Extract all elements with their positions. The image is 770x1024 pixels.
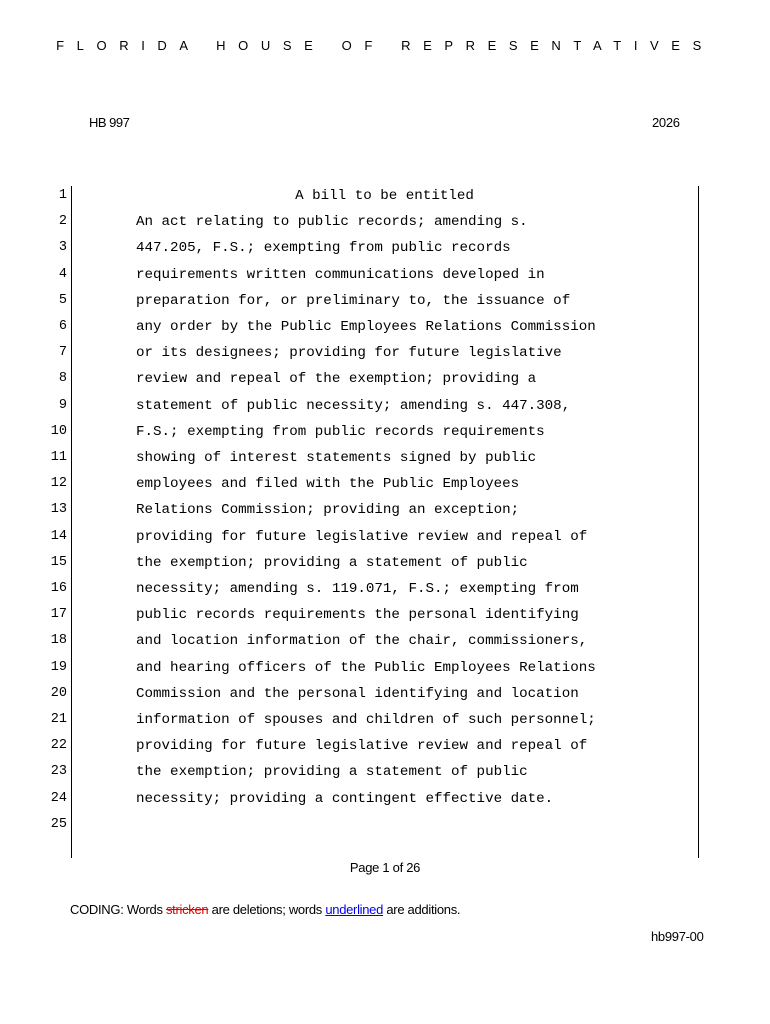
line-number: 19 xyxy=(50,659,67,675)
line-text: showing of interest statements signed by public xyxy=(136,450,537,466)
line-number: 6 xyxy=(58,319,67,334)
line-number: 2 xyxy=(58,214,67,230)
line-text: F.S.; exempting from public records requirements xyxy=(136,423,545,440)
coding-legend xyxy=(70,902,460,917)
line-number: 4 xyxy=(58,266,67,282)
line-number: 13 xyxy=(50,502,67,518)
bill-line xyxy=(0,474,770,500)
line-text: preparation for, or preliminary to, the issuance of xyxy=(136,292,571,309)
line-number: 18 xyxy=(50,633,67,649)
line-text: the exemption; providing a statement of public xyxy=(136,764,528,781)
bill-number: HB 997 xyxy=(89,115,130,130)
bill-line xyxy=(0,527,770,553)
line-number: 7 xyxy=(58,345,67,361)
line-text: requirements written communications developed in xyxy=(136,266,545,283)
line-number: 5 xyxy=(58,292,67,308)
line-text: and hearing officers of the Public Employees Relations xyxy=(136,659,596,676)
bill-line xyxy=(0,684,770,710)
line-number: 22 xyxy=(50,738,67,754)
bill-line xyxy=(0,212,770,238)
bill-line xyxy=(0,605,770,631)
bill-line xyxy=(0,369,770,395)
chamber-header: FLORIDA HOUSE OF REPRESENTATIVES xyxy=(56,38,714,53)
line-number: 20 xyxy=(50,685,67,701)
line-number: 1 xyxy=(58,188,67,203)
bill-line xyxy=(0,789,770,815)
bill-line xyxy=(0,396,770,422)
bill-line xyxy=(0,815,770,841)
bill-line xyxy=(0,553,770,579)
line-number: 3 xyxy=(58,240,67,256)
line-number: 11 xyxy=(50,450,67,465)
line-number: 21 xyxy=(50,712,67,727)
bill-line xyxy=(0,448,770,474)
line-text: information of spouses and children of such personnel; xyxy=(136,712,596,728)
line-number: 8 xyxy=(58,371,67,387)
line-number: 17 xyxy=(50,607,67,623)
line-text: A bill to be entitled xyxy=(295,188,474,204)
bill-line xyxy=(0,579,770,605)
coding-middle: are deletions; words xyxy=(208,902,326,917)
line-number: 10 xyxy=(50,423,67,439)
line-number: 12 xyxy=(50,476,67,492)
bill-line xyxy=(0,291,770,317)
line-text: Relations Commission; providing an exception; xyxy=(136,502,520,519)
line-text: any order by the Public Employees Relations Commission xyxy=(136,319,596,335)
bill-line xyxy=(0,631,770,657)
line-text: An act relating to public records; amending s. xyxy=(136,214,528,231)
line-number: 14 xyxy=(50,528,67,544)
bill-line xyxy=(0,422,770,448)
line-number: 24 xyxy=(50,790,67,806)
bill-line xyxy=(0,500,770,526)
page-number: Page 1 of 26 xyxy=(349,860,421,875)
line-text: 447.205, F.S.; exempting from public records xyxy=(136,240,511,257)
bill-line xyxy=(0,658,770,684)
line-text: necessity; providing a contingent effective date. xyxy=(136,790,554,807)
bill-line xyxy=(0,238,770,264)
bill-line xyxy=(0,710,770,736)
coding-suffix: are additions. xyxy=(383,902,461,917)
line-text: and location information of the chair, commissioners, xyxy=(136,633,588,650)
coding-underlined-word: underlined xyxy=(325,902,384,917)
line-text: necessity; amending s. 119.071, F.S.; exempting from xyxy=(136,581,579,597)
line-number: 16 xyxy=(50,581,67,596)
line-number: 25 xyxy=(50,816,67,832)
bill-line xyxy=(0,186,770,212)
bill-year: 2026 xyxy=(652,115,680,130)
line-text: public records requirements the personal identifying xyxy=(136,607,579,624)
document-id: hb997-00 xyxy=(651,929,704,944)
line-number: 15 xyxy=(50,554,67,570)
bill-line xyxy=(0,343,770,369)
line-text: statement of public necessity; amending s. 447.308, xyxy=(136,397,571,414)
coding-stricken-word: stricken xyxy=(165,902,209,917)
bill-line xyxy=(0,265,770,291)
bill-line xyxy=(0,317,770,343)
bill-line xyxy=(0,762,770,788)
line-number: 9 xyxy=(58,397,67,413)
line-text: review and repeal of the exemption; providing a xyxy=(136,371,537,388)
bill-line xyxy=(0,736,770,762)
line-number: 23 xyxy=(50,764,67,780)
line-text: the exemption; providing a statement of public xyxy=(136,554,528,571)
line-text: Commission and the personal identifying and location xyxy=(136,685,579,702)
line-text: providing for future legislative review and repeal of xyxy=(136,738,588,755)
line-text: or its designees; providing for future legislative xyxy=(136,345,562,362)
coding-prefix: CODING: Words xyxy=(70,902,166,917)
line-text: providing for future legislative review and repeal of xyxy=(136,528,588,545)
line-text: employees and filed with the Public Employees xyxy=(136,476,520,493)
